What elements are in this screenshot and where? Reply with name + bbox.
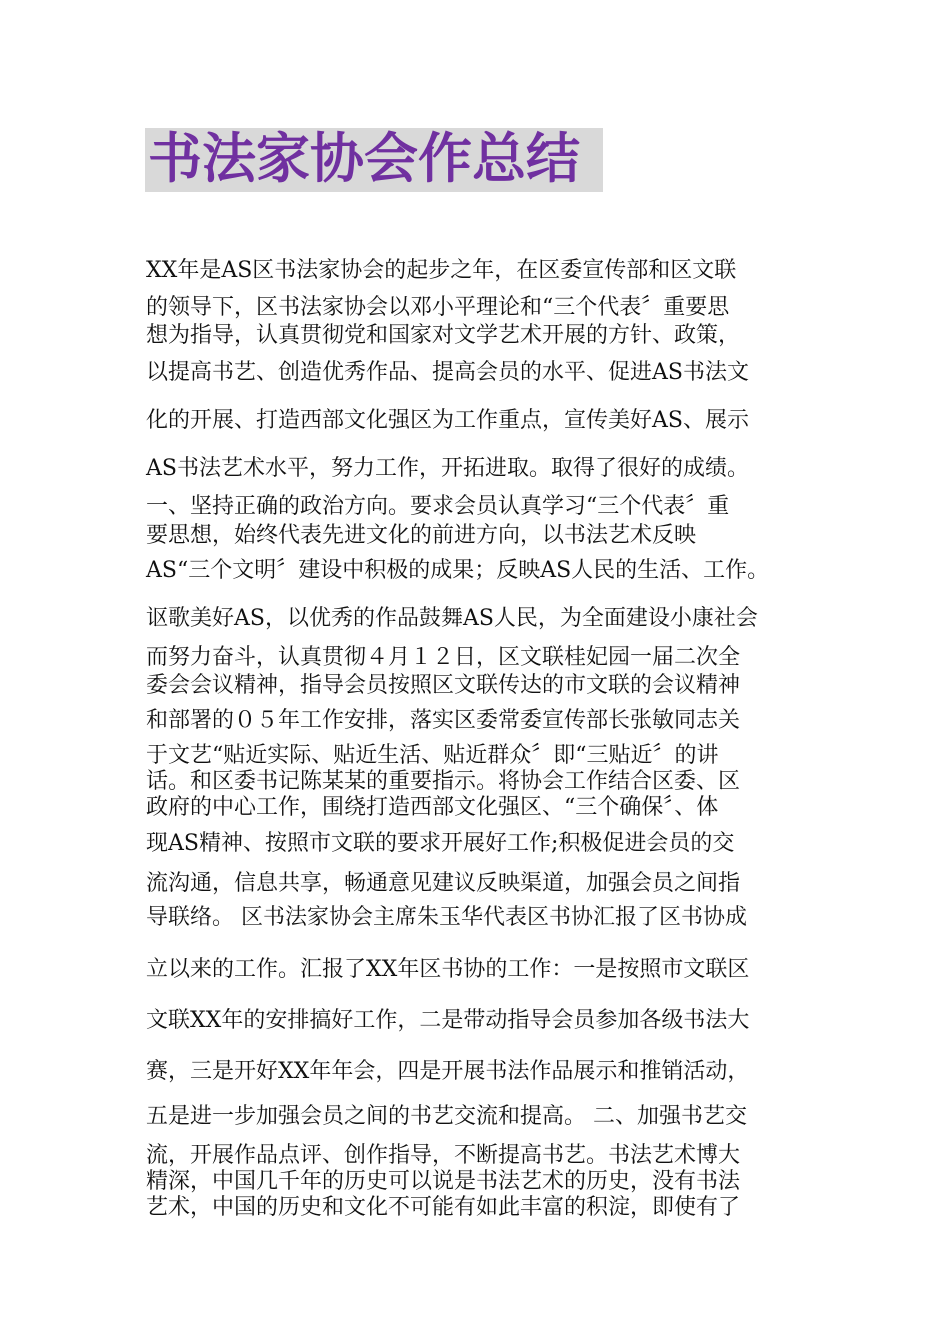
body-line: 现AS精神、按照市文联的要求开展好工作;积极促进会员的交 (146, 831, 735, 856)
body-line: AS书法艺术水平，努力工作，开拓进取。取得了很好的成绩。 (146, 456, 749, 481)
body-line: 要思想，始终代表先进文化的前进方向，以书法艺术反映 (146, 523, 697, 548)
body-line: 艺术，中国的历史和文化不可能有如此丰富的积淀，即使有了 (146, 1195, 741, 1220)
body-line: 于文艺“贴近实际、贴近生活、贴近群众〞即“三贴近〞的讲 (146, 743, 719, 768)
body-line: 讴歌美好AS，以优秀的作品鼓舞AS人民，为全面建设小康社会 (146, 606, 758, 631)
body-line: 和部署的０５年工作安排，落实区委常委宣传部长张敏同志关 (146, 708, 741, 733)
body-line: AS“三个文明〞建设中积极的成果；反映AS人民的生活、工作。 (146, 558, 770, 583)
body-line: 流沟通，信息共享，畅通意见建议反映渠道，加强会员之间指 (146, 871, 741, 896)
body-line: 五是进一步加强会员之间的书艺交流和提高。 二、加强书艺交 (146, 1104, 747, 1129)
body-line: 委会会议精神，指导会员按照区文联传达的市文联的会议精神 (146, 673, 741, 698)
body-line: 话。和区委书记陈某某的重要指示。将协会工作结合区委、区 (146, 769, 741, 794)
body-line: 文联XX年的安排搞好工作，二是带动指导会员参加各级书法大 (146, 1008, 750, 1033)
body-line: 而努力奋斗，认真贯彻４月１２日，区文联桂妃园一届二次全 (146, 645, 741, 670)
body-line: XX年是AS区书法家协会的起步之年，在区委宣传部和区文联 (146, 258, 737, 283)
body-line: 的领导下，区书法家协会以邓小平理论和“三个代表〞重要思 (146, 295, 730, 320)
body-line: 精深，中国几千年的历史可以说是书法艺术的历史，没有书法 (146, 1169, 741, 1194)
body-line: 导联络。 区书法家协会主席朱玉华代表区书协汇报了区书协成 (146, 905, 747, 930)
body-line: 一、坚持正确的政治方向。要求会员认真学习“三个代表〞重 (146, 494, 730, 519)
body-line: 赛，三是开好XX年年会，四是开展书法作品展示和推销活动， (146, 1059, 750, 1084)
body-line: 立以来的工作。汇报了XX年区书协的工作：一是按照市文联区 (146, 957, 750, 982)
body-line: 化的开展、打造西部文化强区为工作重点，宣传美好AS、展示 (146, 408, 749, 433)
body-line: 流，开展作品点评、创作指导，不断提高书艺。书法艺术博大 (146, 1143, 741, 1168)
body-line: 以提高书艺、创造优秀作品、提高会员的水平、促进AS书法文 (146, 360, 749, 385)
page-title: 书法家协会作总结 (148, 127, 580, 190)
body-line: 想为指导，认真贯彻党和国家对文学艺术开展的方针、政策， (146, 323, 741, 348)
body-line: 政府的中心工作，围绕打造西部文化强区、“三个确保〞、体 (146, 795, 719, 820)
